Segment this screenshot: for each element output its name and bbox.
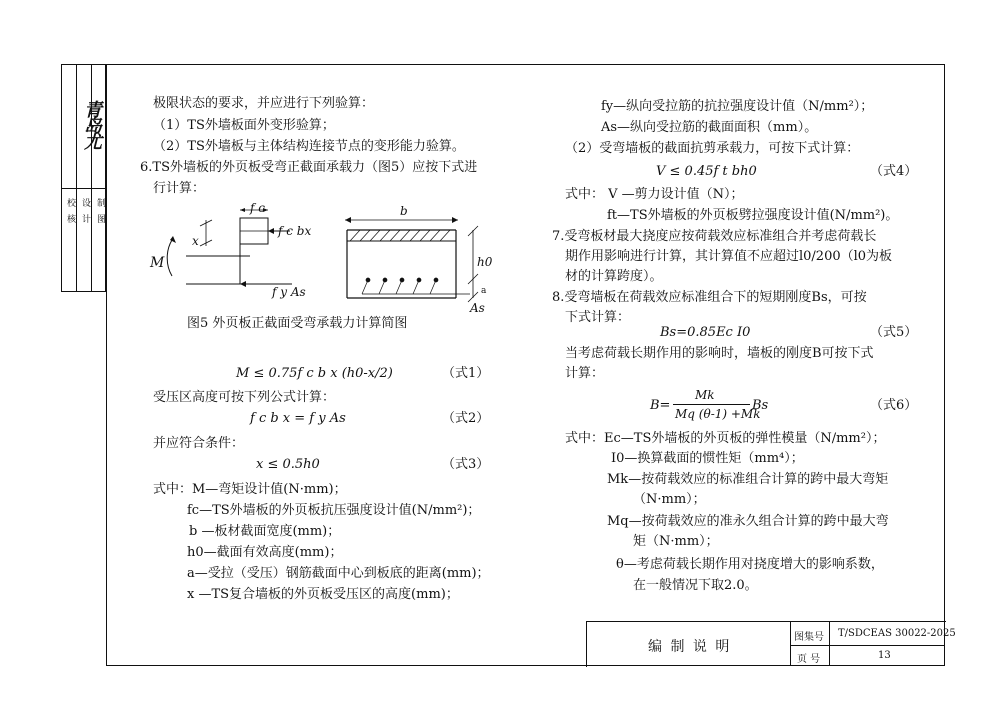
page-number-label: 页 号 xyxy=(797,654,821,665)
definition-line: a—受拉（受压）钢筋截面中心到板底的距离(mm)； xyxy=(187,566,490,581)
text-line: As—纵向受拉筋的截面面积（mm）。 xyxy=(601,120,818,135)
definition-line: h0—截面有效高度(mm)； xyxy=(187,545,343,560)
sidebar-divider xyxy=(76,64,77,292)
atlas-number-label: 图集号 xyxy=(794,632,824,643)
figure-label: As xyxy=(470,301,485,315)
title-block-divider xyxy=(790,645,945,646)
text-line: 期作用影响进行计算，其计算值不应超过l0/200（l0为板 xyxy=(565,249,893,264)
sidebar-divider xyxy=(61,188,106,189)
atlas-number: T/SDCEAS 30022-2025 xyxy=(838,628,956,639)
sidebar-cell-draw: 制 图 xyxy=(95,198,105,225)
signature-image: 青岛尤 xyxy=(81,100,102,148)
title-block-divider xyxy=(790,621,791,666)
text-line: 行计算： xyxy=(153,181,206,196)
figure-label: M xyxy=(150,255,165,271)
figure-5-diagram xyxy=(140,198,510,313)
figure-label: a xyxy=(481,286,487,296)
sidebar-cell-check: 校 核 xyxy=(65,198,75,225)
figure-caption: 图5 外页板正截面受弯承载力计算简图 xyxy=(187,316,408,331)
definition-line: x —TS复合墙板的外页板受压区的高度(mm)； xyxy=(187,587,459,602)
definition-line: 式中：M—弯矩设计值(N·mm)； xyxy=(153,482,347,497)
page-number: 13 xyxy=(878,650,891,661)
equation-tag: （式1） xyxy=(442,366,490,381)
text-line: 计算： xyxy=(565,366,605,381)
text-line: fy—纵向受拉筋的抗拉强度设计值（N/mm²）； xyxy=(601,99,874,114)
definition-line: （N·mm）； xyxy=(633,492,706,507)
text-line: 下式计算： xyxy=(565,310,631,325)
figure-label: h0 xyxy=(477,255,493,269)
equation-6-tail: Bs xyxy=(752,398,769,413)
title-block-divider xyxy=(829,621,830,666)
sidebar-divider xyxy=(91,64,92,292)
text-line: （1）TS外墙板面外变形验算； xyxy=(153,118,335,133)
text-line: 材的计算跨度）。 xyxy=(565,269,663,284)
definition-line: Mk—按荷载效应的标准组合计算的跨中最大弯矩 xyxy=(607,472,889,487)
equation-tag: （式5） xyxy=(870,325,918,340)
equation-6-lhs: B= xyxy=(650,398,671,413)
figure-label: f c bx xyxy=(278,224,312,238)
equation-1: M ≤ 0.75f c b x (h0-x/2) xyxy=(236,366,393,381)
equation-3: x ≤ 0.5h0 xyxy=(256,457,320,472)
definition-line: 式中：Ec—TS外墙板的外页板的弹性模量（N/mm²）； xyxy=(565,431,886,446)
text-line: 并应符合条件： xyxy=(153,436,245,451)
equation-tag: （式4） xyxy=(870,164,918,179)
text-line: 6.TS外墙板的外页板受弯正截面承载力（图5）应按下式进 xyxy=(140,160,478,175)
equation-tag: （式3） xyxy=(442,457,490,472)
definition-line: 式中： V —剪力设计值（N）； xyxy=(565,187,744,202)
definition-line: 在一般情况下取2.0。 xyxy=(633,578,758,593)
figure-label: b xyxy=(400,204,408,218)
definition-line: b —板材截面宽度(mm)； xyxy=(189,524,341,539)
text-line: 8.受弯墙板在荷载效应标准组合下的短期刚度Bs，可按 xyxy=(552,290,867,305)
figure-label: f c xyxy=(250,201,265,215)
text-line: 受压区高度可按下列公式计算： xyxy=(153,390,336,405)
figure-label: x xyxy=(192,234,199,248)
text-line: 极限状态的要求，并应进行下列验算： xyxy=(153,96,375,111)
definition-line: I0—换算截面的惯性矩（mm⁴）； xyxy=(611,451,804,466)
sidebar-signature-table xyxy=(61,64,106,292)
drawing-title: 编 制 说 明 xyxy=(648,639,732,655)
text-line: （2）受弯墙板的截面抗剪承载力，可按下式计算： xyxy=(565,141,860,156)
equation-6-denominator: Mq (θ-1) +Mk xyxy=(675,407,761,421)
equation-5: Bs=0.85Ec I0 xyxy=(660,325,751,340)
fraction-bar xyxy=(673,404,750,405)
definition-line: 矩（N·mm）； xyxy=(633,534,719,549)
figure-label: f y As xyxy=(272,285,306,299)
equation-4: V ≤ 0.45f t bh0 xyxy=(656,164,757,179)
text-line: （2）TS外墙板与主体结构连接节点的变形能力验算。 xyxy=(153,139,465,154)
definition-line: fc—TS外墙板的外页板抗压强度设计值(N/mm²)； xyxy=(187,503,481,518)
equation-6-numerator: Mk xyxy=(695,388,715,402)
text-line: 当考虑荷载长期作用的影响时，墙板的刚度B可按下式 xyxy=(565,346,874,361)
definition-line: ft—TS外墙板的外页板劈拉强度设计值(N/mm²)。 xyxy=(607,208,899,223)
equation-tag: （式6） xyxy=(870,398,918,413)
definition-line: Mq—按荷载效应的准永久组合计算的跨中最大弯 xyxy=(607,514,889,529)
definition-line: θ—考虑荷载长期作用对挠度增大的影响系数， xyxy=(616,557,884,572)
text-line: 7.受弯板材最大挠度应按荷载效应标准组合并考虑荷载长 xyxy=(552,229,877,244)
sidebar-cell-design: 设 计 xyxy=(80,198,90,225)
equation-2: f c b x = f y As xyxy=(250,411,346,426)
equation-tag: （式2） xyxy=(442,411,490,426)
